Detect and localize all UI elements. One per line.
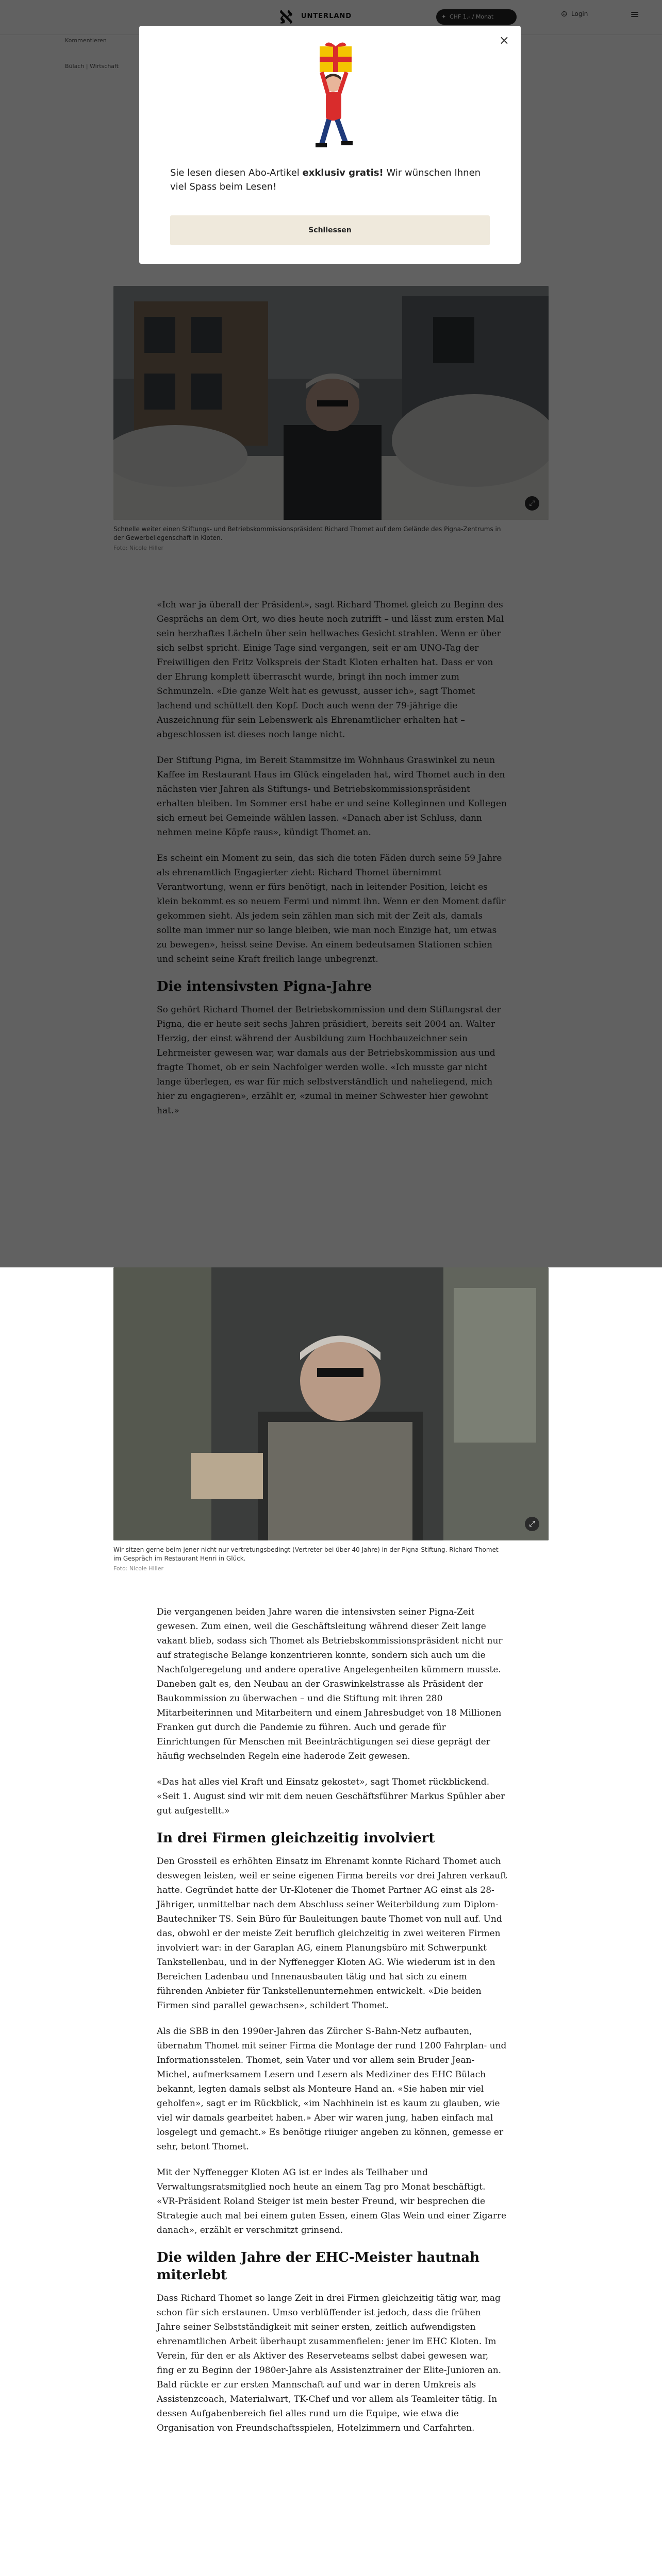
section-heading: In drei Firmen gleichzeitig involviert [157,1831,435,1846]
paragraph: «Das hat alles viel Kraft und Einsatz gekostet», sagt Thomet rückblickend. «Seit 1. August sind wir mit dem neuen Geschäftsführer Markus Spühler aber gut aufgestellt.» [157,1777,505,1816]
figure-credit: Foto: Nicole Hiller [113,1565,164,1572]
paragraph: Die vergangenen beiden Jahre waren die intensivsten seiner Pigna-Zeit gewesen. Zum einen, weil die Geschäftsleitung während dieser Zeit lange vakant blieb, sodass sich Thomet als Betriebskommissionspräsident nicht nur auf strategische Belange konzentrieren konnte, sondern sich auch um die Nachfolgeregelung und andere operative Angelegenheiten kümmern musste. Daneben galt es, den Neubau an der Graswinkelstrasse als Präsident der Baukommission zu überwachen – und die Stiftung mit ihren 280 Mitarbeiterinnen und Mitarbeitern und einem Jahresbudget von 18 Millionen Franken gut durch die Pandemie zu führen. Auch und gerade für Einrichtungen für Menschen mit Beeinträchtigungen sei diese geprägt der häufig wechselnden Regeln eine haderode Zeit gewesen. [157,1607,503,1761]
article-photo-2[interactable] [113,1267,549,1540]
gift-article-modal [139,26,521,264]
figure-caption: Wir sitzen gerne beim jener nicht nur vertretungsbedingt (Vertreter bei über 40 Jahre) in der Pigna-Stiftung. Richard Thomet im Gespräch im Restaurant Henri in Glück. [113,1546,499,1562]
restaurant-portrait-photo [113,1267,549,1540]
article-body-2 [157,1605,507,2447]
expand-image-icon[interactable]: ⤢ [525,1517,539,1531]
close-modal-button[interactable]: Schliessen [170,215,490,245]
paragraph: Den Grossteil es erhöhten Einsatz im Ehrenamt konnte Richard Thomet auch deswegen leisten, weil er seine eigenen Firma bereits vor drei Jahren verkauft hatte. Gegründet hatte der Ur-Klotener die Thomet Partner AG einst als 28-Jähriger, unmittelbar nach dem Abschluss seiner Weiterbildung zum Diplom-Bautechniker TS. Sein Büro für Bauleitungen baute Thomet von null auf. Und das, obwohl er der meiste Zeit beruflich gleichzeitig in zwei weiteren Firmen involviert war: in der Garaplan AG, einem Planungsbüro mit Schwerpunkt Tankstellenbau, und in der Nyffenegger Kloten AG. Wie wiederum ist in den Bereichen Ladenbau und Innenausbauten tätig und hat sich zu einem führenden Anbieter für Tankstellenunternehmen entwickelt. «Die beiden Firmen sind parallel gewachsen», schildert Thomet. [157,1856,507,2011]
paragraph: Mit der Nyffenegger Kloten AG ist er indes als Teilhaber und Verwaltungsratsmitglied noch heute an einem Tag pro Monat beschäftigt. «VR-Präsident Roland Steiger ist mein bester Freund, wir besprechen die Strategie auch mal bei einem guten Essen, einem Glas Wein und einer Zigarre danach», erzählt er verschmitzt grinsend. [157,2167,507,2235]
gift-illustration [284,41,376,155]
paragraph: Dass Richard Thomet so lange Zeit in drei Firmen gleichzeitig tätig war, mag schon für sich erstaunen. Umso verblüffender ist jedoch, dass die frühen Jahre seiner Selbstständigkeit mit seiner ersten, zeitlich aufwendigsten ehrenamtlichen Arbeit überhaupt zusammenfielen: jener im EHC Kloten. Im Verein, für den er als Aktiver des Reserveteams selbst dabei gewesen war, fing er zu Beginn der 1980er-Jahre als Assistenztrainer der Elite-Junioren an. Bald rückte er zur ersten Mannschaft auf und war in deren Umkreis als Assistenzcoach, Materialwart, TK-Chef und vor allem als Teamleiter tätig. In dessen Aufgabenbereich fiel alles rund um die Equipe, wie etwa die Organisation von Freundschaftsspielen, Hotelzimmern und Carfahrten. [157,2293,502,2433]
modal-message: Sie lesen diesen Abo-Artikel exklusiv gratis! Wir wünschen Ihnen viel Spass beim Lesen! [170,167,481,192]
paragraph: Als die SBB in den 1990er-Jahren das Zürcher S-Bahn-Netz aufbauten, übernahm Thomet mit seiner Firma die Montage der rund 1200 Fahrplan- und Informationsstelen. Thomet, sein Vater und vor allem sein Bruder Jean-Michel, aufmerksamem Lesern und Lesern als Mediziner des EHC Bülach bekannt, legten damals selbst als Monteure Hand an. «Sie haben mir viel geholfen», sagt er im Rückblick, «im Nachhinein ist es kaum zu glauben, wie viel wir damals gearbeitet haben.» Aber wir waren jung, haben einfach mal losgelegt und gemacht.» Es benötige riiuiger angeben zu können, gemesse er sehr, betont Thomet. [157,2026,507,2152]
section-heading: Die wilden Jahre der EHC-Meister hautnah miterlebt [157,2250,479,2283]
article-figure-2 [113,1267,549,1572]
close-icon[interactable]: × [499,33,509,47]
